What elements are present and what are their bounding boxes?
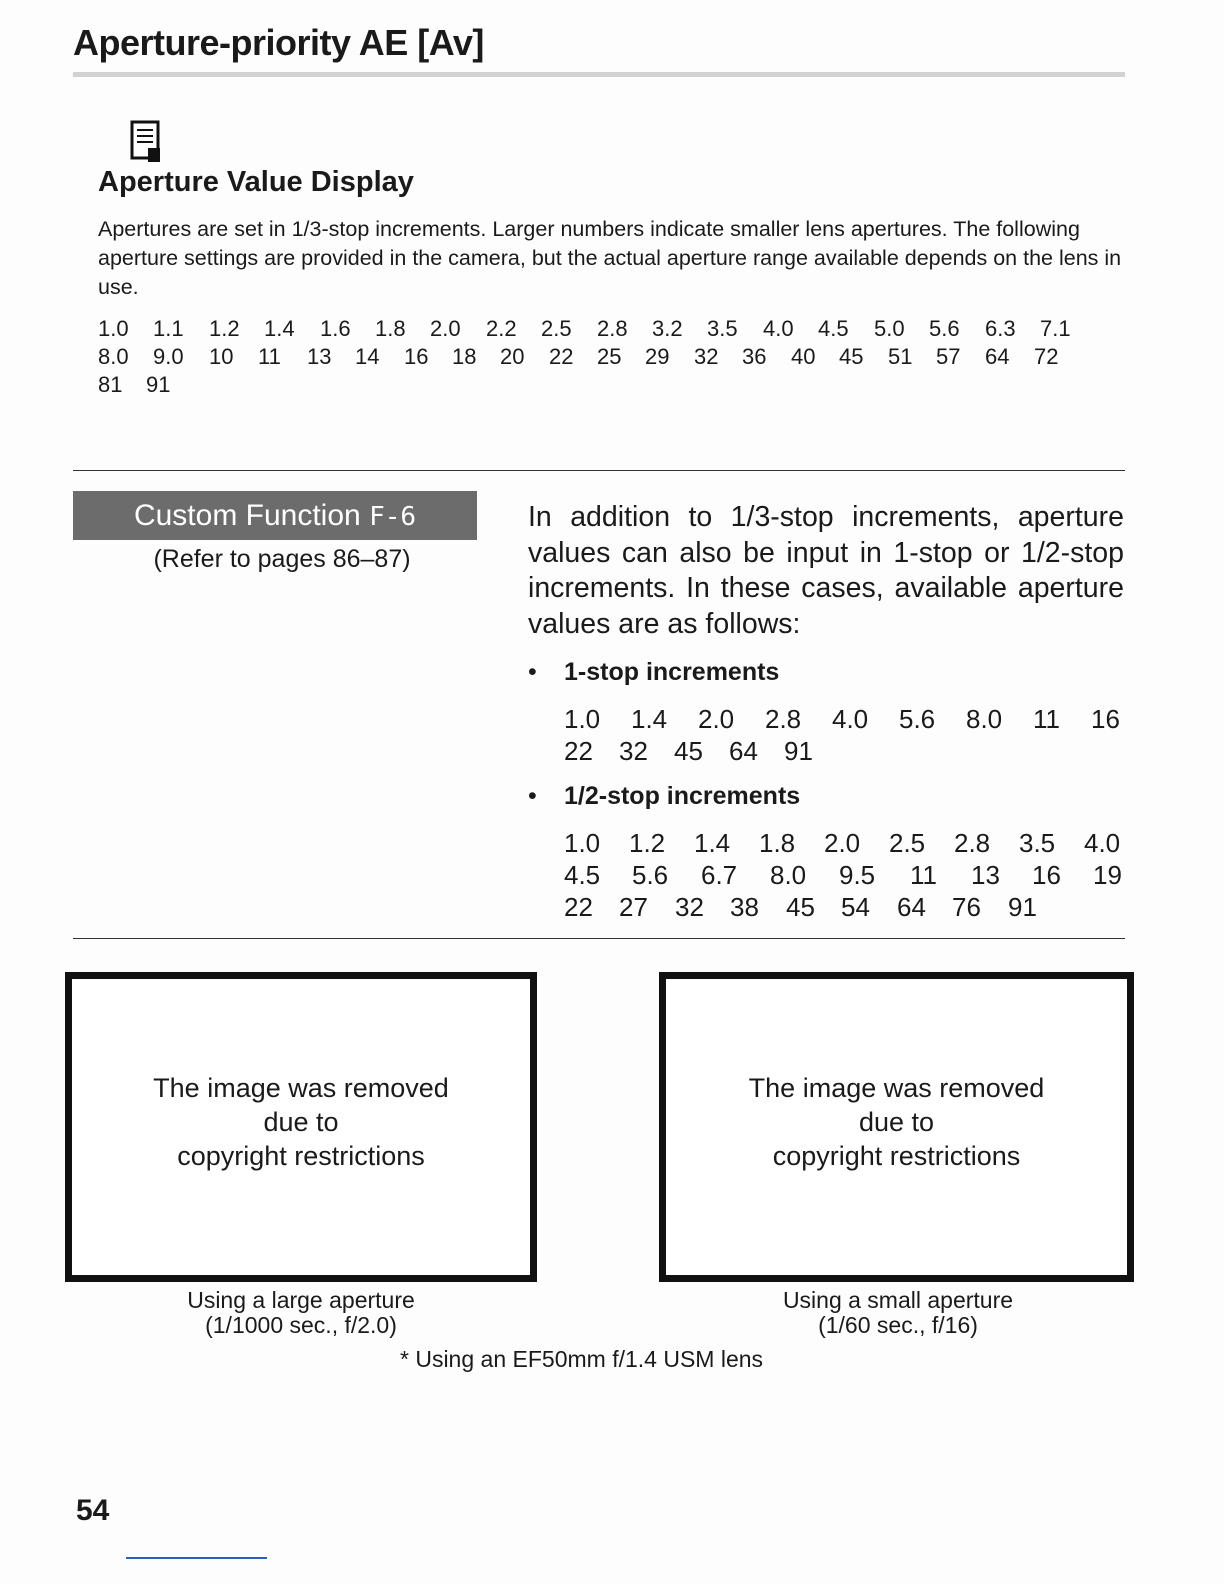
- aperture-value: 45: [839, 344, 864, 369]
- aperture-value: 5.6: [899, 704, 936, 734]
- aperture-value: 40: [791, 344, 816, 369]
- aperture-value: 13: [971, 860, 1000, 890]
- aperture-value: 25: [597, 344, 622, 369]
- aperture-value: 32: [619, 736, 648, 766]
- aperture-value: 22: [564, 892, 593, 922]
- page-number: 54: [76, 1494, 110, 1527]
- aperture-value: 5.6: [929, 316, 960, 341]
- value-row: [564, 703, 1124, 735]
- small-aperture-photo: [659, 972, 1134, 1282]
- one-stop-heading: [528, 658, 779, 687]
- aperture-value: 16: [1032, 860, 1061, 890]
- aperture-value: 8.0: [966, 704, 1003, 734]
- aperture-value: 20: [500, 344, 525, 369]
- aperture-value: 3.5: [1019, 828, 1056, 858]
- aperture-value: 64: [729, 736, 758, 766]
- aperture-value: 1.2: [209, 316, 240, 341]
- half-stop-heading: [528, 782, 800, 811]
- aperture-value: 2.8: [597, 316, 628, 341]
- aperture-value: 4.0: [832, 704, 869, 734]
- footer-accent-line: [126, 1557, 267, 1559]
- aperture-value: 8.0: [98, 344, 129, 369]
- page-reference: (Refer to pages 86–87): [153, 545, 411, 573]
- aperture-value: 5.0: [874, 316, 905, 341]
- aperture-value: 81: [98, 372, 123, 397]
- aperture-value: 1.0: [564, 704, 601, 734]
- aperture-value: 54: [841, 892, 870, 922]
- aperture-value: 9.0: [153, 344, 184, 369]
- aperture-value: 1.8: [759, 828, 796, 858]
- aperture-value: 2.5: [889, 828, 926, 858]
- aperture-value: 1.8: [375, 316, 406, 341]
- one-stop-label: 1-stop increments: [564, 658, 780, 686]
- section-heading: Aperture Value Display: [98, 166, 414, 198]
- aperture-value: 13: [307, 344, 332, 369]
- aperture-value: 3.2: [652, 316, 683, 341]
- aperture-value: 4.5: [818, 316, 849, 341]
- aperture-value: 72: [1034, 344, 1059, 369]
- aperture-value: 91: [146, 372, 171, 397]
- aperture-value: 32: [694, 344, 719, 369]
- value-row: [564, 735, 1124, 767]
- half-stop-label: 1/2-stop increments: [564, 782, 801, 810]
- aperture-value: 2.8: [954, 828, 991, 858]
- aperture-value: 64: [985, 344, 1010, 369]
- aperture-value: 22: [549, 344, 574, 369]
- bullet-icon: •: [528, 658, 537, 686]
- aperture-value: 64: [897, 892, 926, 922]
- aperture-value: 18: [452, 344, 477, 369]
- aperture-value: 38: [730, 892, 759, 922]
- value-row: [564, 827, 1124, 859]
- aperture-value: 1.4: [694, 828, 731, 858]
- intro-paragraph: Apertures are set in 1/3-stop increments. Larger numbers indicate smaller lens apertures. The following aperture settings are provided in the camera, but the actual aperture range available depends on the lens in use.: [98, 217, 1122, 299]
- aperture-value: 6.7: [701, 860, 738, 890]
- aperture-value: 5.6: [632, 860, 669, 890]
- aperture-value: 10: [209, 344, 234, 369]
- one-stop-values: [564, 703, 1124, 767]
- aperture-value: 1.1: [153, 316, 184, 341]
- aperture-value: 2.0: [824, 828, 861, 858]
- aperture-value: 9.5: [839, 860, 876, 890]
- aperture-value: 2.5: [541, 316, 572, 341]
- value-row: [564, 891, 1124, 923]
- aperture-value: 45: [674, 736, 703, 766]
- aperture-value: 8.0: [770, 860, 807, 890]
- aperture-value: 51: [888, 344, 913, 369]
- aperture-value: 3.5: [707, 316, 738, 341]
- aperture-value: 76: [952, 892, 981, 922]
- page-title: Aperture-priority AE [Av]: [73, 22, 484, 63]
- aperture-value: 4.5: [564, 860, 601, 890]
- aperture-value: 57: [936, 344, 961, 369]
- aperture-value: 16: [1091, 704, 1120, 734]
- bullet-icon: •: [528, 782, 537, 810]
- aperture-value: 11: [1033, 704, 1060, 734]
- aperture-value: 32: [675, 892, 704, 922]
- image-removed-notice: The image was removed due to copyright restrictions: [153, 1073, 449, 1171]
- aperture-value: 4.0: [763, 316, 794, 341]
- aperture-value: 11: [910, 860, 937, 890]
- aperture-value: 7.1: [1040, 316, 1071, 341]
- aperture-value: 14: [355, 344, 380, 369]
- aperture-value: 36: [742, 344, 767, 369]
- aperture-value: 11: [258, 344, 281, 369]
- section-divider: [73, 938, 1125, 939]
- aperture-value: 1.0: [98, 316, 129, 341]
- aperture-value: 2.8: [765, 704, 802, 734]
- aperture-value: 2.2: [486, 316, 517, 341]
- aperture-value: 16: [404, 344, 429, 369]
- value-row: [564, 859, 1124, 891]
- aperture-value: 1.6: [320, 316, 351, 341]
- aperture-value: 1.0: [564, 828, 601, 858]
- section-divider: [73, 470, 1125, 471]
- custom-function-code: F-6: [369, 502, 417, 532]
- aperture-value: 91: [1008, 892, 1037, 922]
- aperture-value: 27: [619, 892, 648, 922]
- image-removed-notice: The image was removed due to copyright restrictions: [748, 1073, 1045, 1171]
- aperture-value: 1.4: [631, 704, 668, 734]
- custom-function-badge: [73, 491, 477, 540]
- aperture-value: 1.4: [264, 316, 295, 341]
- large-aperture-caption: Using a large aperture (1/1000 sec., f/2.0): [187, 1287, 415, 1338]
- aperture-value: 4.0: [1084, 828, 1121, 858]
- custom-function-description: In addition to 1/3-stop increments, aperture values can also be input in 1-stop or 1/2-stop increments. In these cases, available aperture values are as follows:: [528, 501, 1124, 640]
- aperture-value: 91: [784, 736, 813, 766]
- aperture-value: 2.0: [430, 316, 461, 341]
- aperture-value: 22: [564, 736, 593, 766]
- aperture-value: 2.0: [698, 704, 735, 734]
- aperture-value: 45: [786, 892, 815, 922]
- half-stop-values: [564, 827, 1124, 923]
- aperture-value: 29: [645, 344, 670, 369]
- lens-footnote: * Using an EF50mm f/1.4 USM lens: [400, 1346, 764, 1372]
- aperture-value: 1.2: [629, 828, 666, 858]
- small-aperture-caption: Using a small aperture (1/60 sec., f/16): [782, 1287, 1014, 1338]
- custom-function-label: Custom Function: [133, 499, 361, 532]
- memo-icon: [130, 120, 164, 164]
- large-aperture-photo: [65, 972, 537, 1282]
- title-underline: [73, 72, 1125, 77]
- aperture-value: 19: [1093, 860, 1122, 890]
- aperture-value: 6.3: [985, 316, 1016, 341]
